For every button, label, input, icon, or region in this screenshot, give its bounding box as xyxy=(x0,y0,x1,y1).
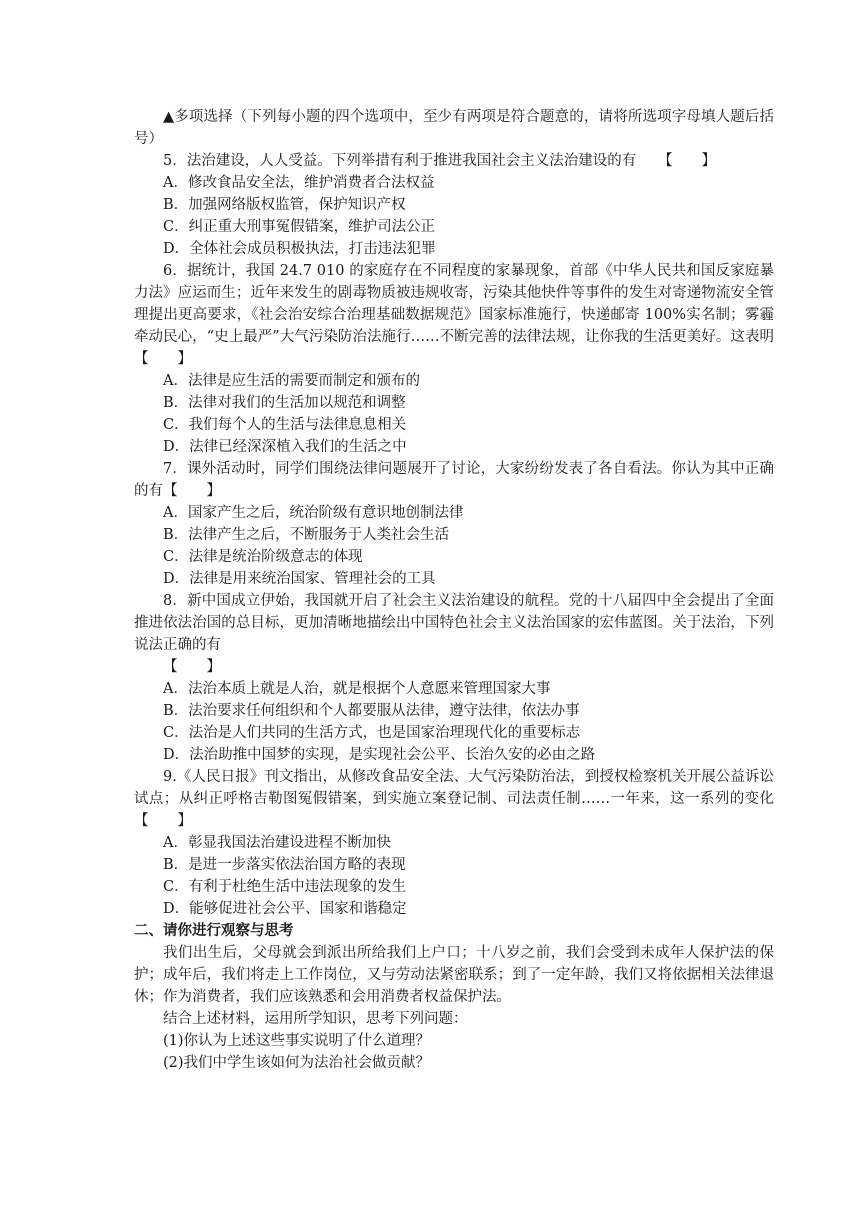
question-stem: 5．法治建设，人人受益。下列举措有利于推进我国社会主义法治建设的有 【 】 xyxy=(163,153,716,169)
question-9 xyxy=(134,766,803,920)
question-stem: 7．课外活动时，同学们围绕法律问题展开了讨论，大家纷纷发表了各自看法。你认为其中正确的有【 】 xyxy=(134,461,774,499)
option-b: B．加强网络版权监管，保护知识产权 xyxy=(163,197,406,213)
question-6 xyxy=(134,260,803,458)
option-a: A．法治本质上就是人治，就是根据个人意愿来管理国家大事 xyxy=(163,681,551,697)
sub-question-2: (2)我们中学生该如何为法治社会做贡献？ xyxy=(163,1055,431,1071)
option-d: D．法治助推中国梦的实现，是实现社会公平、长治久安的必由之路 xyxy=(163,747,596,763)
multiple-choice-instruction: ▲多项选择（下列每小题的四个选项中，至少有两项是符合题意的，请将所选项字母填人题后括号） xyxy=(134,109,774,147)
option-c: C．法治是人们共同的生活方式，也是国家治理现代化的重要标志 xyxy=(163,725,581,741)
section-heading: 二、请你进行观察与思考 xyxy=(134,922,294,939)
question-stem: 8．新中国成立伊始，我国就开启了社会主义法治建设的航程。党的十八届四中全会提出了全面推进依法治国的总目标，更加清晰地描绘出中国特色社会主义法治国家的宏伟蓝图。关于法治，下列说法正确的有 xyxy=(134,593,774,653)
option-c: C．我们每个人的生活与法律息息相关 xyxy=(163,417,407,433)
section-observe-think xyxy=(134,920,774,1074)
question-stem: 6．据统计，我国 24.7 010 的家庭存在不同程度的家暴现象，首部《中华人民共和国反家庭暴力法》应运而生；近年来发生的剧毒物质被违规收寄，污染其他快件等事件的发生对寄递物流安全管理提出更高要求，《社会治安综合治理基础数据规范》国家标准施行，快递邮寄 100%实名制；雾霾牵动民心，“史上最严”大气污染防治法施行……不断完善的法律法规，让你我的生活更美好。这表明 【 】 xyxy=(134,263,803,367)
sub-question-1: (1)你认为上述这些事实说明了什么道理？ xyxy=(163,1033,431,1049)
option-a: A．修改食品安全法，维护消费者合法权益 xyxy=(163,175,435,191)
question-8 xyxy=(134,590,774,766)
question-7 xyxy=(134,458,774,590)
option-d: D．法律是用来统治国家、管理社会的工具 xyxy=(163,571,436,587)
option-c: C．法律是统治阶级意志的体现 xyxy=(163,549,363,565)
document-page xyxy=(134,106,803,1074)
option-d: D．能够促进社会公平、国家和谐稳定 xyxy=(163,901,407,917)
question-5 xyxy=(134,150,774,260)
option-a: A．法律是应生活的需要而制定和颁布的 xyxy=(163,373,420,389)
option-b: B．法律产生之后，不断服务于人类社会生活 xyxy=(163,527,450,543)
option-b: B．法治要求任何组织和个人都要服从法律，遵守法律，依法办事 xyxy=(163,703,580,719)
option-c: C．纠正重大刑事冤假错案，维护司法公正 xyxy=(163,219,436,235)
option-a: A．国家产生之后，统治阶级有意识地创制法律 xyxy=(163,505,464,521)
option-d: D．全体社会成员积极执法，打击违法犯罪 xyxy=(163,241,436,257)
option-d: D．法律已经深深植入我们的生活之中 xyxy=(163,439,407,455)
question-stem: 9.《人民日报》刊文指出，从修改食品安全法、大气污染防治法，到授权检察机关开展公益诉讼试点；从纠正呼格吉勒图冤假错案，到实施立案登记制、司法责任制……一年来，这一系列的变化 【 】 xyxy=(134,769,803,829)
option-b: B．法律对我们的生活加以规范和调整 xyxy=(163,395,406,411)
section-material: 我们出生后，父母就会到派出所给我们上户口；十八岁之前，我们会受到未成年人保护法的保护；成年后，我们将走上工作岗位，又与劳动法紧密联系；到了一定年龄，我们又将依据相关法律退休；作为消费者，我们应该熟悉和会用消费者权益保护法。 xyxy=(134,945,774,1005)
section-prompt: 结合上述材料，运用所学知识，思考下列问题： xyxy=(163,1011,468,1027)
option-b: B．是进一步落实依法治国方略的表现 xyxy=(163,857,406,873)
answer-bracket: 【 】 xyxy=(163,659,221,675)
option-a: A．彰显我国法治建设进程不断加快 xyxy=(163,835,391,851)
option-c: C．有利于杜绝生活中违法现象的发生 xyxy=(163,879,407,895)
